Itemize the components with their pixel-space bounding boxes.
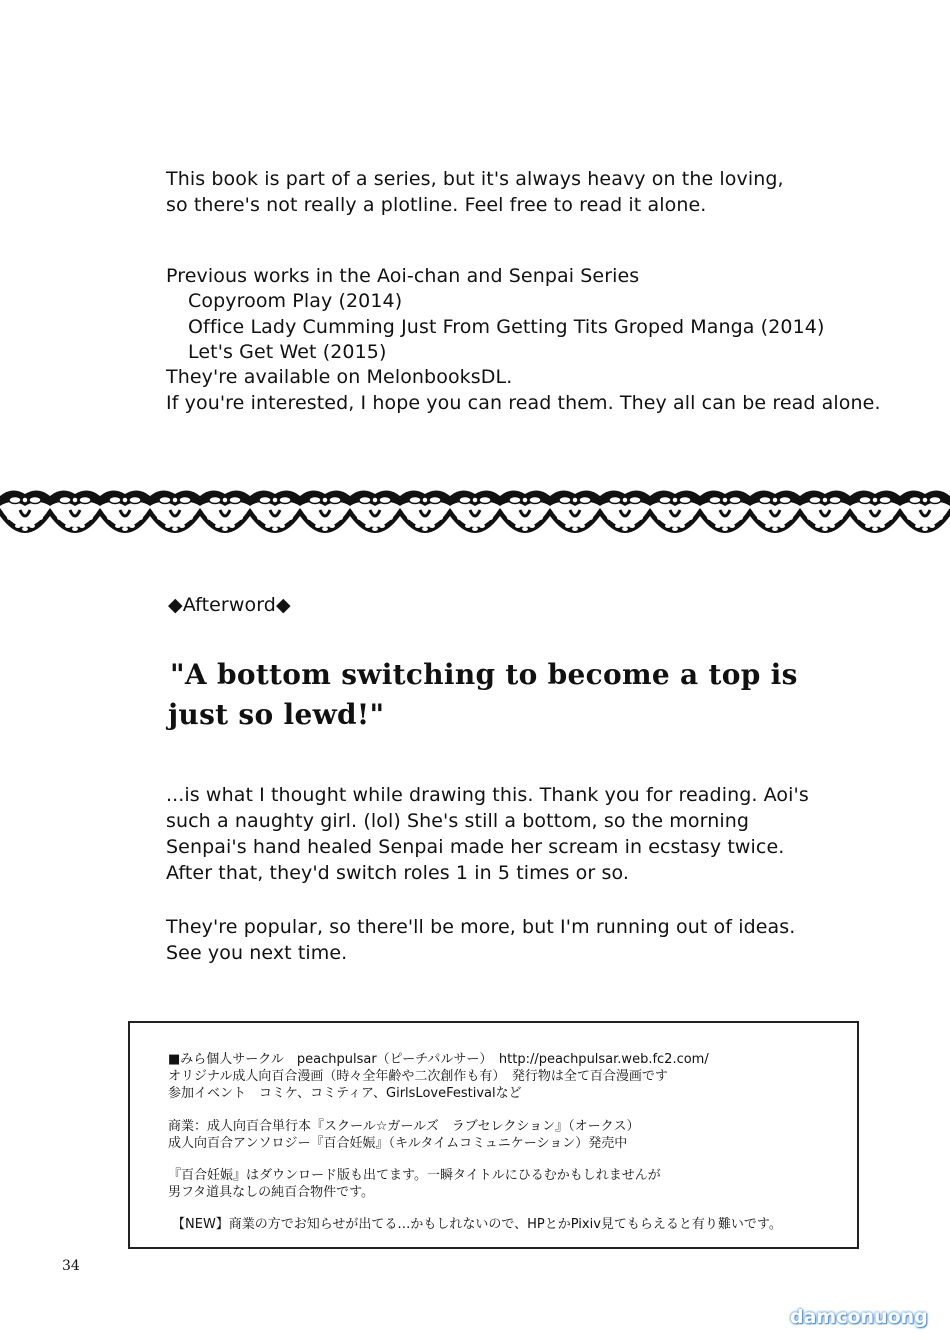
info-line: 商業：成人向百合単行本『スクール☆ガールズ ラブセレクション』（オークス）	[168, 1119, 640, 1134]
afterword-paragraph-line: After that, they'd switch roles 1 in 5 times or so.	[166, 862, 629, 884]
page-number: 34	[62, 1258, 80, 1274]
circle-info-box	[128, 1021, 859, 1249]
previous-work-item: Copyroom Play (2014)	[188, 290, 403, 312]
lace-divider	[0, 486, 950, 548]
previous-work-item: Let's Get Wet (2015)	[188, 341, 387, 363]
afterword-paragraph-line: ...is what I thought while drawing this. Thank you for reading. Aoi's	[166, 784, 809, 806]
afterword-quote-line-2: just so lewd!"	[168, 698, 385, 731]
read-alone-note: If you're interested, I hope you can read them. They all can be read alone.	[166, 392, 881, 414]
afterword-quote-line-1: "A bottom switching to become a top is	[170, 658, 798, 691]
afterword-heading: ◆Afterword◆	[168, 594, 291, 616]
info-line: ■みら個人サークル peachpulsar（ピーチパルサー） http://peachpulsar.web.fc2.com/	[168, 1052, 709, 1067]
afterword-paragraph-line: Senpai's hand healed Senpai made her scream in ecstasy twice.	[166, 836, 785, 858]
intro-line-2: so there's not really a plotline. Feel free to read it alone.	[166, 194, 707, 216]
info-line: 男フタ道具なしの純百合物件です。	[168, 1185, 375, 1200]
info-line: 【NEW】商業の方でお知らせが出てる…かもしれないので、HPとかPixiv見てもらえると有り難いです。	[172, 1217, 782, 1232]
watermark: damconuong	[790, 1306, 928, 1328]
availability-line: They're available on MelonbooksDL.	[166, 366, 513, 388]
intro-line-1: This book is part of a series, but it's always heavy on the loving,	[166, 168, 784, 190]
info-line: 参加イベント コミケ、コミティア、GirlsLoveFestivalなど	[168, 1086, 522, 1101]
previous-work-item: Office Lady Cumming Just From Getting Tits Groped Manga (2014)	[188, 316, 825, 338]
previous-works-heading: Previous works in the Aoi-chan and Senpai Series	[166, 265, 640, 287]
info-line: オリジナル成人向百合漫画（時々全年齢や二次創作も有） 発行物は全て百合漫画です	[168, 1069, 668, 1084]
afterword-paragraph-line: See you next time.	[166, 942, 348, 964]
info-line: 成人向百合アンソロジー『百合妊娠』（キルタイムコミュニケーション）発売中	[168, 1136, 628, 1151]
afterword-paragraph-line: They're popular, so there'll be more, but I'm running out of ideas.	[166, 916, 796, 938]
info-line: 『百合妊娠』はダウンロード版も出てます。一瞬タイトルにひるむかもしれませんが	[168, 1168, 661, 1183]
afterword-paragraph-line: such a naughty girl. (lol) She's still a bottom, so the morning	[166, 810, 750, 832]
